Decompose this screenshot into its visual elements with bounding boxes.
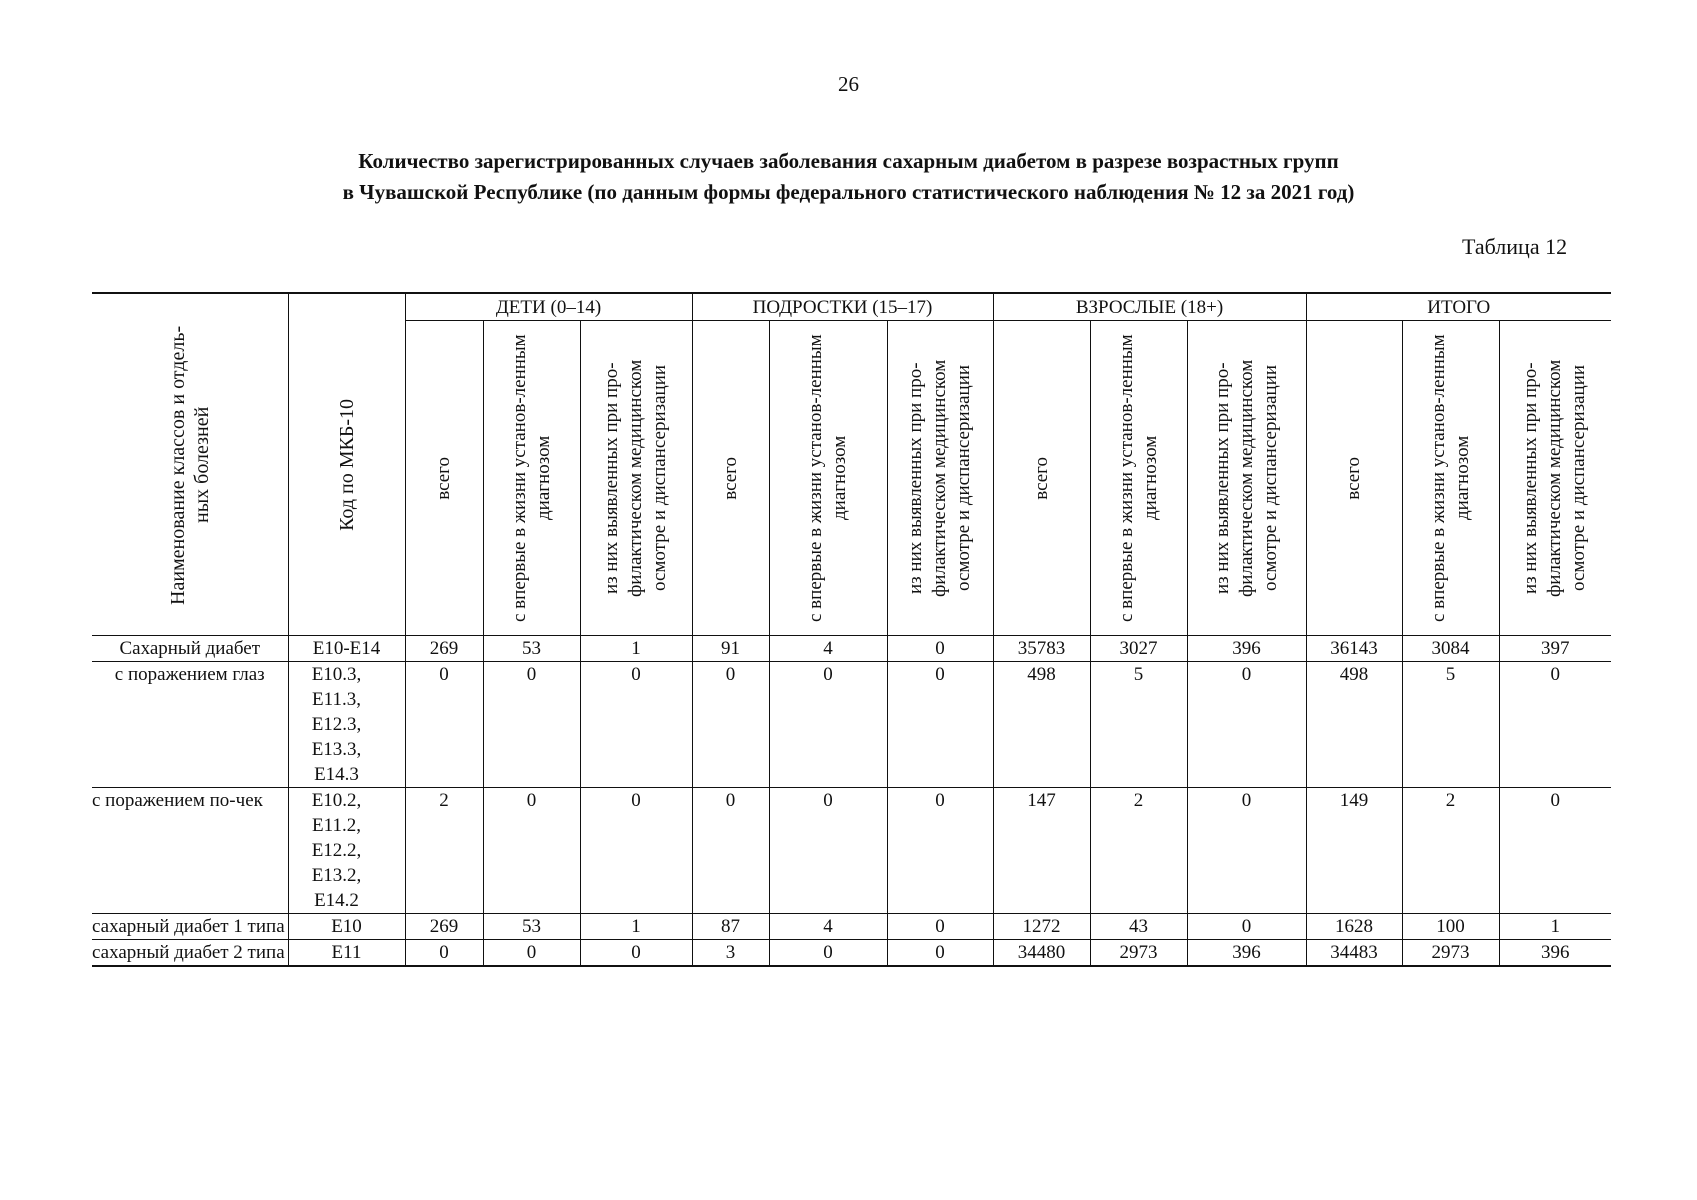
cell-adults-total: 498 bbox=[993, 662, 1090, 788]
row-icd-code: E10-E14 bbox=[288, 636, 405, 662]
cell-teenagers-screening-detected: 0 bbox=[887, 662, 993, 788]
cell-adults-first-diagnosed: 2 bbox=[1090, 788, 1187, 914]
subheader-adults-screening-detected: из них выявленных при про-филактическом медицинском осмотре и диспансеризации bbox=[1187, 321, 1306, 636]
cell-adults-first-diagnosed: 43 bbox=[1090, 914, 1187, 940]
cell-teenagers-total: 87 bbox=[692, 914, 769, 940]
subheader-teenagers-total: всего bbox=[692, 321, 769, 636]
cell-total-total: 498 bbox=[1306, 662, 1402, 788]
cell-total-first-diagnosed: 5 bbox=[1402, 662, 1499, 788]
cell-teenagers-first-diagnosed: 4 bbox=[769, 914, 887, 940]
cell-total-first-diagnosed: 100 bbox=[1402, 914, 1499, 940]
cell-adults-screening-detected: 396 bbox=[1187, 940, 1306, 967]
cell-children-total: 0 bbox=[405, 662, 483, 788]
subheader-teenagers-first-diagnosed: с впервые в жизни установ-ленным диагнозом bbox=[769, 321, 887, 636]
table-row bbox=[92, 636, 1611, 662]
cell-children-total: 269 bbox=[405, 914, 483, 940]
column-header-disease-name: Наименование классов и отдель-ных болезней bbox=[92, 293, 288, 636]
column-header-icd-code: Код по МКБ-10 bbox=[288, 293, 405, 636]
cell-children-first-diagnosed: 0 bbox=[483, 940, 580, 967]
row-disease-name: сахарный диабет 2 типа bbox=[92, 940, 288, 967]
subheader-total-total: всего bbox=[1306, 321, 1402, 636]
cell-children-total: 2 bbox=[405, 788, 483, 914]
title-line-1: Количество зарегистрированных случаев заболевания сахарным диабетом в разрезе возрастных групп bbox=[358, 149, 1339, 173]
cell-teenagers-total: 0 bbox=[692, 662, 769, 788]
cell-teenagers-total: 0 bbox=[692, 788, 769, 914]
subheader-total-screening-detected: из них выявленных при про-филактическом медицинском осмотре и диспансеризации bbox=[1499, 321, 1611, 636]
cell-total-total: 149 bbox=[1306, 788, 1402, 914]
table-row bbox=[92, 662, 1611, 788]
cell-teenagers-total: 91 bbox=[692, 636, 769, 662]
cell-total-screening-detected: 0 bbox=[1499, 788, 1611, 914]
cell-children-screening-detected: 1 bbox=[580, 636, 692, 662]
cell-adults-screening-detected: 0 bbox=[1187, 662, 1306, 788]
cell-adults-first-diagnosed: 5 bbox=[1090, 662, 1187, 788]
cell-teenagers-first-diagnosed: 0 bbox=[769, 788, 887, 914]
subheader-adults-first-diagnosed: с впервые в жизни установ-ленным диагнозом bbox=[1090, 321, 1187, 636]
cell-total-total: 1628 bbox=[1306, 914, 1402, 940]
cell-children-total: 0 bbox=[405, 940, 483, 967]
subheader-total-first-diagnosed: с впервые в жизни установ-ленным диагнозом bbox=[1402, 321, 1499, 636]
cell-adults-screening-detected: 0 bbox=[1187, 788, 1306, 914]
cell-children-first-diagnosed: 53 bbox=[483, 636, 580, 662]
cell-adults-total: 35783 bbox=[993, 636, 1090, 662]
cell-adults-total: 147 bbox=[993, 788, 1090, 914]
subheader-children-total: всего bbox=[405, 321, 483, 636]
subheader-teenagers-screening-detected: из них выявленных при про-филактическом медицинском осмотре и диспансеризации bbox=[887, 321, 993, 636]
cell-children-first-diagnosed: 0 bbox=[483, 788, 580, 914]
cell-adults-screening-detected: 0 bbox=[1187, 914, 1306, 940]
table-caption: Таблица 12 bbox=[1462, 234, 1568, 259]
cell-total-first-diagnosed: 3084 bbox=[1402, 636, 1499, 662]
cell-children-screening-detected: 0 bbox=[580, 662, 692, 788]
cell-total-total: 34483 bbox=[1306, 940, 1402, 967]
cell-teenagers-screening-detected: 0 bbox=[887, 636, 993, 662]
cell-teenagers-screening-detected: 0 bbox=[887, 788, 993, 914]
row-disease-name: с поражением по-чек bbox=[92, 788, 288, 914]
row-icd-code: E10.2, E11.2, E12.2, E13.2, E14.2 bbox=[288, 788, 405, 914]
cell-children-first-diagnosed: 53 bbox=[483, 914, 580, 940]
cell-teenagers-screening-detected: 0 bbox=[887, 940, 993, 967]
subheader-children-first-diagnosed: с впервые в жизни установ-ленным диагнозом bbox=[483, 321, 580, 636]
cell-total-screening-detected: 397 bbox=[1499, 636, 1611, 662]
cell-adults-first-diagnosed: 2973 bbox=[1090, 940, 1187, 967]
cell-teenagers-screening-detected: 0 bbox=[887, 914, 993, 940]
table-row bbox=[92, 788, 1611, 914]
cell-total-first-diagnosed: 2 bbox=[1402, 788, 1499, 914]
page-number: 26 bbox=[838, 72, 859, 96]
cell-children-first-diagnosed: 0 bbox=[483, 662, 580, 788]
cell-adults-total: 1272 bbox=[993, 914, 1090, 940]
cell-teenagers-first-diagnosed: 0 bbox=[769, 940, 887, 967]
cell-teenagers-first-diagnosed: 4 bbox=[769, 636, 887, 662]
row-disease-name: с поражением глаз bbox=[92, 662, 288, 788]
diabetes-statistics-table bbox=[92, 292, 1611, 967]
subheader-adults-total: всего bbox=[993, 321, 1090, 636]
cell-total-total: 36143 bbox=[1306, 636, 1402, 662]
cell-children-screening-detected: 1 bbox=[580, 914, 692, 940]
row-icd-code: E10.3, E11.3, E12.3, E13.3, E14.3 bbox=[288, 662, 405, 788]
row-icd-code: E10 bbox=[288, 914, 405, 940]
cell-total-screening-detected: 0 bbox=[1499, 662, 1611, 788]
row-disease-name: Сахарный диабет bbox=[92, 636, 288, 662]
group-header-adults: ВЗРОСЛЫЕ (18+) bbox=[993, 293, 1306, 321]
cell-total-screening-detected: 396 bbox=[1499, 940, 1611, 967]
document-title bbox=[0, 146, 1697, 208]
cell-children-total: 269 bbox=[405, 636, 483, 662]
group-header-total: ИТОГО bbox=[1306, 293, 1611, 321]
table-row bbox=[92, 914, 1611, 940]
cell-total-screening-detected: 1 bbox=[1499, 914, 1611, 940]
table-row bbox=[92, 940, 1611, 967]
cell-teenagers-total: 3 bbox=[692, 940, 769, 967]
cell-adults-first-diagnosed: 3027 bbox=[1090, 636, 1187, 662]
cell-children-screening-detected: 0 bbox=[580, 940, 692, 967]
group-header-children: ДЕТИ (0–14) bbox=[405, 293, 692, 321]
row-icd-code: E11 bbox=[288, 940, 405, 967]
cell-teenagers-first-diagnosed: 0 bbox=[769, 662, 887, 788]
cell-children-screening-detected: 0 bbox=[580, 788, 692, 914]
cell-adults-total: 34480 bbox=[993, 940, 1090, 967]
row-disease-name: сахарный диабет 1 типа bbox=[92, 914, 288, 940]
group-header-teenagers: ПОДРОСТКИ (15–17) bbox=[692, 293, 993, 321]
cell-adults-screening-detected: 396 bbox=[1187, 636, 1306, 662]
subheader-children-screening-detected: из них выявленных при про-филактическом медицинском осмотре и диспансеризации bbox=[580, 321, 692, 636]
title-line-2: в Чувашской Республике (по данным формы федерального статистического наблюдения № 12 за 2021 год) bbox=[342, 180, 1355, 204]
cell-total-first-diagnosed: 2973 bbox=[1402, 940, 1499, 967]
